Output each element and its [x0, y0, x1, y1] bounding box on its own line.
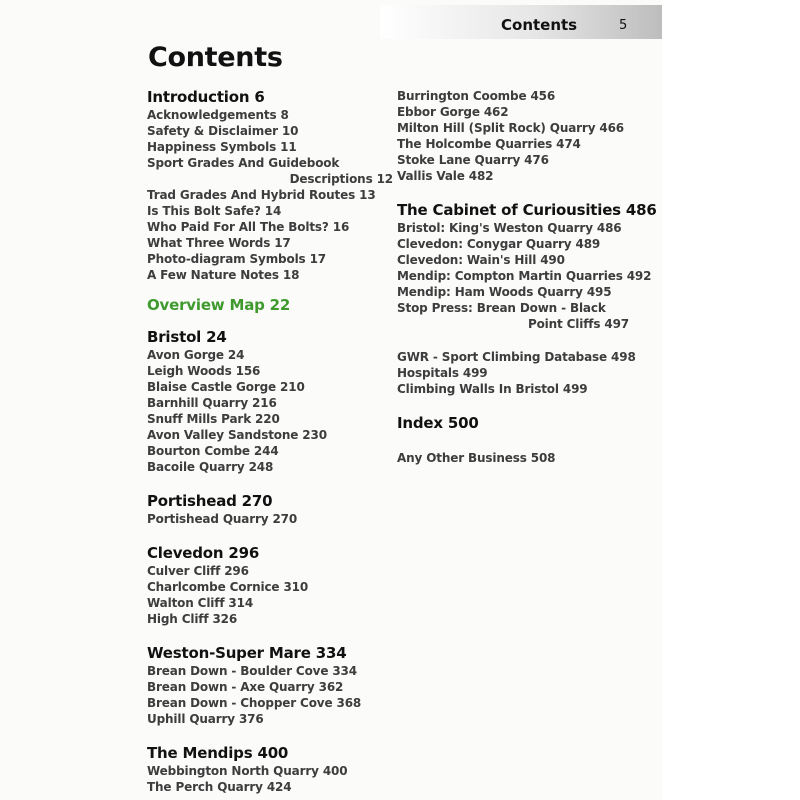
toc-section-weston [147, 644, 397, 727]
section-heading[interactable]: Portishead 270 [147, 492, 273, 510]
toc-entry[interactable]: Uphill Quarry 376 [147, 712, 264, 726]
toc-entry[interactable]: Who Paid For All The Bolts? 16 [147, 220, 350, 234]
toc-entry[interactable]: Bacoile Quarry 248 [147, 460, 274, 474]
toc-section-any-other-business [397, 450, 659, 466]
toc-entry[interactable]: Vallis Vale 482 [397, 169, 494, 183]
toc-entry[interactable]: Blaise Castle Gorge 210 [147, 380, 305, 394]
toc-entry[interactable]: Trad Grades And Hybrid Routes 13 [147, 188, 376, 202]
toc-entry[interactable]: GWR - Sport Climbing Database 498 [397, 350, 636, 364]
toc-entry[interactable]: Happiness Symbols 11 [147, 140, 297, 154]
toc-section-index [397, 414, 659, 433]
section-heading[interactable]: Weston-Super Mare 334 [147, 644, 347, 662]
toc-entry[interactable]: Photo-diagram Symbols 17 [147, 252, 326, 266]
toc-entry[interactable]: Bristol: King's Weston Quarry 486 [397, 221, 622, 235]
toc-entry[interactable]: Webbington North Quarry 400 [147, 764, 348, 778]
toc-section-overview [147, 296, 397, 315]
toc-entry[interactable]: Burrington Coombe 456 [397, 89, 556, 103]
toc-entry[interactable]: Climbing Walls In Bristol 499 [397, 382, 588, 396]
toc-right-column [397, 88, 659, 466]
toc-entry[interactable]: Brean Down - Chopper Cove 368 [147, 696, 362, 710]
toc-entry[interactable]: Mendip: Compton Martin Quarries 492 [397, 269, 652, 283]
toc-entry[interactable]: The Holcombe Quarries 474 [397, 137, 581, 151]
toc-entry[interactable]: Sport Grades And Guidebook [147, 156, 340, 170]
toc-entry[interactable]: Hospitals 499 [397, 366, 488, 380]
toc-entry[interactable]: Safety & Disclaimer 10 [147, 124, 299, 138]
toc-section-misc [397, 349, 659, 397]
toc-entry[interactable]: Stop Press: Brean Down - Black [397, 301, 606, 315]
toc-entry-continued[interactable]: Descriptions 12 [289, 172, 393, 186]
toc-entry[interactable]: Milton Hill (Split Rock) Quarry 466 [397, 121, 625, 135]
toc-entry[interactable]: Leigh Woods 156 [147, 364, 261, 378]
running-header-title: Contents [501, 16, 578, 34]
toc-entry[interactable]: Avon Gorge 24 [147, 348, 245, 362]
page-title: Contents [148, 42, 283, 73]
toc-entry[interactable]: Any Other Business 508 [397, 451, 556, 465]
toc-entry[interactable]: Charlcombe Cornice 310 [147, 580, 309, 594]
page-margin [662, 0, 800, 800]
toc-entry[interactable]: Mendip: Ham Woods Quarry 495 [397, 285, 612, 299]
section-heading[interactable]: Introduction 6 [147, 88, 265, 106]
toc-entry[interactable]: Clevedon: Wain's Hill 490 [397, 253, 565, 267]
section-heading[interactable]: The Cabinet of Curiousities 486 [397, 201, 657, 219]
section-heading[interactable]: The Mendips 400 [147, 744, 289, 762]
toc-entry[interactable]: Brean Down - Axe Quarry 362 [147, 680, 344, 694]
page-number: 5 [619, 18, 628, 33]
toc-entry[interactable]: Walton Cliff 314 [147, 596, 254, 610]
toc-entry[interactable]: Portishead Quarry 270 [147, 512, 298, 526]
toc-entry[interactable]: Stoke Lane Quarry 476 [397, 153, 549, 167]
toc-entry[interactable]: High Cliff 326 [147, 612, 238, 626]
section-heading-overview-map[interactable]: Overview Map 22 [147, 296, 291, 314]
section-heading[interactable]: Bristol 24 [147, 328, 227, 346]
toc-entry[interactable]: Ebbor Gorge 462 [397, 105, 509, 119]
section-heading[interactable]: Clevedon 296 [147, 544, 260, 562]
toc-section-mendips [147, 744, 397, 795]
toc-section-mendips-continued [397, 88, 659, 184]
toc-section-bristol [147, 328, 397, 475]
toc-entry[interactable]: The Perch Quarry 424 [147, 780, 292, 794]
toc-left-column [147, 88, 397, 795]
toc-entry[interactable]: Bourton Combe 244 [147, 444, 279, 458]
toc-section-portishead [147, 492, 397, 527]
toc-entry[interactable]: Brean Down - Boulder Cove 334 [147, 664, 357, 678]
toc-entry[interactable]: Is This Bolt Safe? 14 [147, 204, 282, 218]
toc-entry[interactable]: Clevedon: Conygar Quarry 489 [397, 237, 601, 251]
toc-entry[interactable]: Barnhill Quarry 216 [147, 396, 277, 410]
toc-entry[interactable]: A Few Nature Notes 18 [147, 268, 300, 282]
toc-entry-continued[interactable]: Point Cliffs 497 [527, 317, 629, 331]
toc-entry[interactable]: Acknowledgements 8 [147, 108, 289, 122]
toc-entry[interactable]: Avon Valley Sandstone 230 [147, 428, 327, 442]
toc-section-clevedon [147, 544, 397, 627]
toc-section-cabinet [397, 201, 659, 332]
toc-entry[interactable]: Snuff Mills Park 220 [147, 412, 280, 426]
section-heading[interactable]: Index 500 [397, 414, 479, 432]
toc-entry[interactable]: Culver Cliff 296 [147, 564, 249, 578]
toc-section-introduction [147, 88, 397, 283]
toc-entry[interactable]: What Three Words 17 [147, 236, 291, 250]
